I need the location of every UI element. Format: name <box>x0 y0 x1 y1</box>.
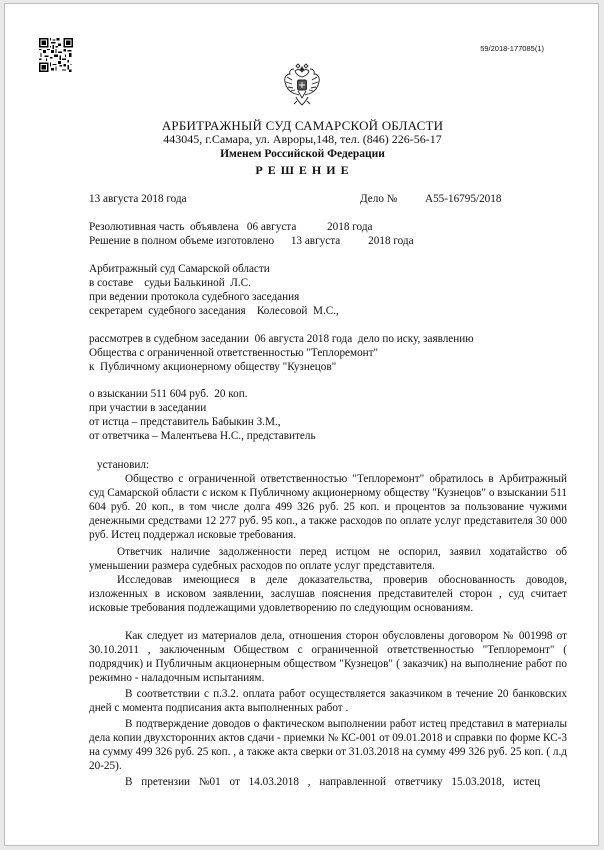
paragraph: Ответчик наличие задолженности перед истцом не оспорил, заявил ходатайство об уменьшении размера судебных расходов по оплате услуг представителя. <box>89 546 567 572</box>
announce-line: Решение в полном объеме изготовлено 13 августа 2018 года <box>89 235 414 247</box>
paragraph: В соответствии с п.3.2. оплата работ осуществляется заказчиком в течение 20 банковских дней с момента подписания акта выполненных работ . <box>89 688 567 714</box>
case-number: А55-16795/2018 <box>425 193 502 205</box>
court-name: АРБИТРАЖНЫЙ СУД САМАРСКОЙ ОБЛАСТИ <box>161 118 444 133</box>
paragraph: В претензии №01 от 14.03.2018 , направленной ответчику 15.03.2018, истец <box>125 776 541 788</box>
consider-line: Общества с ограниченной ответственностью "Теплоремонт" <box>89 347 379 359</box>
paragraph: Исследовав имеющиеся в деле доказательства, проверив обоснованность доводов, изложенных в исковом заявлении, заслушав пояснения представителей сторон , суд считает исковые требования подлежащими удовлетворению по следующим основаниям. <box>89 574 567 614</box>
coat-of-arms-icon <box>283 63 321 107</box>
court-line: Арбитражный суд Самарской области <box>89 263 270 275</box>
document-reference: 59/2018-177085(1) <box>480 44 544 53</box>
claim-line: о взыскании 511 604 руб. 20 коп. <box>89 388 248 400</box>
claim-line: при участии в заседании <box>89 402 207 414</box>
case-label: Дело № <box>360 193 398 205</box>
announce-line: Резолютивная часть объявлена 06 августа 2018 года <box>89 221 373 233</box>
court-line: в составе судьи Балькиной Л.С. <box>89 277 251 289</box>
claim-line: от ответчика – Малентьева Н.С., представитель <box>89 430 316 442</box>
document-page <box>4 3 599 846</box>
consider-line: к Публичному акционерному обществу "Кузнецов" <box>89 361 337 373</box>
established-label: установил: <box>97 459 150 471</box>
paragraph: Общество с ограниченной ответственностью "Теплоремонт" обратилось в Арбитражный суд Самарской области с иском к Публичному акционерному обществу "Кузнецов" о взыскании 511 604 руб. 20 коп., в том числе долга 499 326 руб. 25 коп. и процентов за пользование чужими денежными средствами 12 277 руб. 95 коп., а также расходов по оплате услуг представителя 30 000 руб. Истец поддержал исковые требования. <box>89 473 567 541</box>
decision-date: 13 августа 2018 года <box>89 193 187 205</box>
body-text <box>89 472 567 789</box>
consider-line: рассмотрев в судебном заседании 06 августа 2018 года дело по иску, заявлению <box>89 333 474 345</box>
qr-code-icon <box>39 38 73 72</box>
claim-line: от истца – представитель Бабыкин З.М., <box>89 416 281 428</box>
in-the-name-of: Именем Российской Федерации <box>220 148 385 160</box>
decision-title: Р Е Ш Е Н И Е <box>255 163 350 177</box>
court-address: 443045, г.Самара, ул. Авроры,148, тел. (846) 226-56-17 <box>163 132 442 146</box>
court-line: секретарем судебного заседания Колесовой М.С., <box>89 305 339 317</box>
paragraph: Как следует из материалов дела, отношения сторон обусловлены договором № 001998 от 30.10.2011 , заключенным Обществом с ограниченной ответственностью "Теплоремонт" ( подрядчик) и Публичным акционерным обществом "Кузнецов" ( заказчик) на выполнение работ по режимно - наладочным испытаниям. <box>89 630 567 684</box>
paragraph: В подтверждение доводов о фактическом выполнении работ истец представил в материалы дела копии двухсторонних актов сдачи - приемки № КС-001 от 09.01.2018 и справки по форме КС-3 на сумму 499 326 руб. 25 коп. , а также акта сверки от 31.03.2018 на сумму 499 326 руб. 25 коп. ( л.д 20-25). <box>89 718 567 772</box>
court-line: при ведении протокола судебного заседания <box>89 291 300 303</box>
